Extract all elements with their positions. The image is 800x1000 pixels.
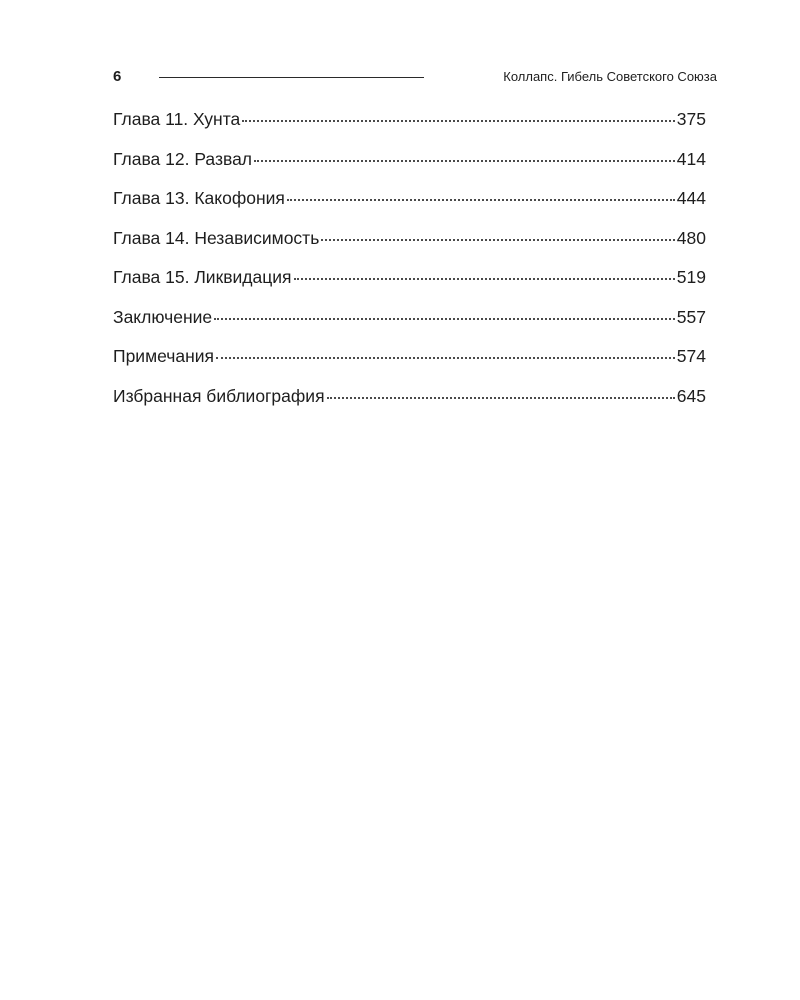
toc-entry-page: 414	[676, 148, 706, 169]
table-of-contents	[113, 106, 706, 422]
toc-entry	[113, 264, 706, 304]
toc-entry	[113, 225, 706, 265]
toc-entry	[113, 343, 706, 383]
toc-entry-title: Избранная библиография	[113, 385, 325, 406]
toc-entry	[113, 185, 706, 225]
dot-leader	[321, 239, 674, 241]
dot-leader	[294, 278, 675, 280]
toc-entry-page: 645	[676, 385, 706, 406]
toc-entry-title: Глава 13. Какофония	[113, 188, 285, 208]
toc-entry-page: 519	[676, 267, 706, 287]
toc-entry-title: Глава 12. Развал	[113, 148, 253, 169]
toc-entry-title: Глава 15. Ликвидация	[113, 267, 292, 287]
toc-entry-title: Глава 11. Хунта	[113, 109, 241, 129]
dot-leader	[216, 357, 675, 359]
toc-entry-title: Заключение	[113, 306, 213, 327]
toc-entry	[113, 304, 706, 344]
dot-leader	[327, 397, 675, 399]
header-rule	[159, 77, 424, 78]
toc-entry-title: Глава 14. Независимость	[113, 227, 320, 248]
toc-entry	[113, 146, 706, 186]
toc-entry	[113, 383, 706, 423]
toc-entry	[113, 106, 706, 146]
page-number: 6	[113, 68, 122, 85]
toc-entry-page: 480	[676, 227, 706, 248]
dot-leader	[214, 318, 675, 320]
toc-entry-page: 444	[676, 188, 706, 208]
running-head	[113, 66, 717, 88]
toc-entry-page: 557	[676, 306, 706, 327]
toc-entry-title: Примечания	[113, 346, 215, 366]
dot-leader	[242, 120, 675, 122]
toc-entry-page: 574	[676, 346, 706, 366]
dot-leader	[287, 199, 675, 201]
book-title: Коллапс. Гибель Советского Союза	[503, 69, 717, 84]
toc-entry-page: 375	[676, 109, 706, 129]
dot-leader	[254, 160, 675, 162]
